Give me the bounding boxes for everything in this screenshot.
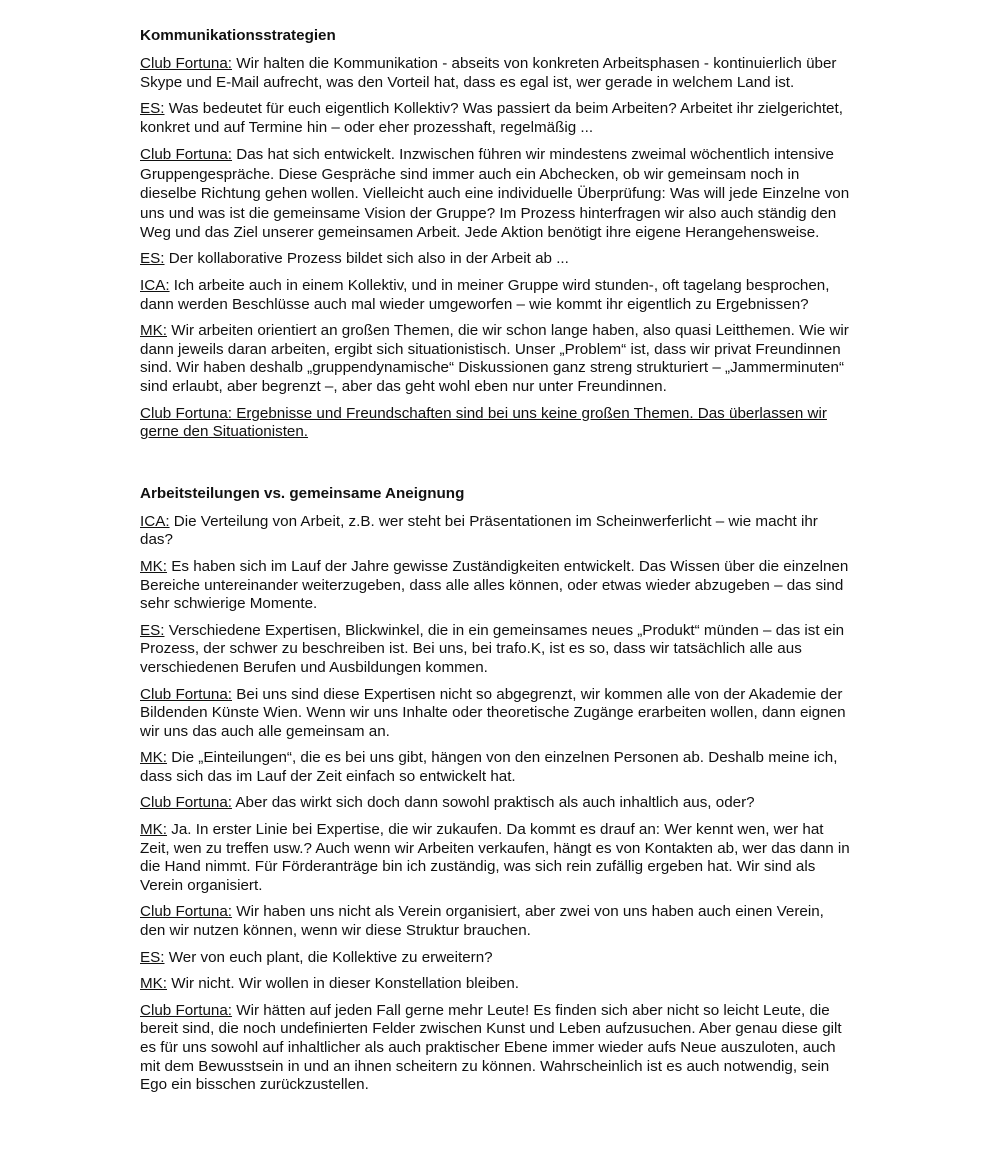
paragraph-text: Wir hätten auf jeden Fall gerne mehr Leute! Es finden sich aber nicht so leicht Leute, die bereit sind, die noch undefinierten Felder zwischen Kunst und Leben aufzusuchen. Aber genau diese gilt es für uns sowohl auf inhaltlicher als auch praktischer Ebene immer wieder aufs Neue auszuloten, auch mit dem Bewusstsein in und an ihnen scheitern zu können. Wahrscheinlich ist es auch notwendig, sein Ego ein bisschen zurückzustellen.: [140, 1001, 842, 1094]
paragraph: [140, 949, 852, 968]
paragraph-underlined: [140, 405, 852, 442]
paragraph: [140, 903, 852, 940]
paragraph-text: Der kollaborative Prozess bildet sich also in der Arbeit ab ...: [168, 250, 569, 268]
speaker-label: ES:: [140, 948, 165, 966]
document-page: [140, 26, 852, 1103]
paragraph: [140, 55, 852, 92]
paragraph: [140, 513, 852, 550]
speaker-label: Club Fortuna:: [140, 794, 233, 812]
speaker-label: MK:: [140, 975, 168, 993]
paragraph-text: Bei uns sind diese Expertisen nicht so abgegrenzt, wir kommen alle von der Akademie der Bildenden Künste Wien. Wenn wir uns Inhalte oder theoretische Zugänge erarbeiten wollen, dann eignen wir uns das auch alle gemeinsam an.: [140, 685, 846, 740]
speaker-label: Club Fortuna:: [140, 55, 233, 72]
speaker-label: Club Fortuna:: [140, 1001, 233, 1019]
paragraph-text: Wir haben uns nicht als Verein organisiert, aber zwei von uns haben auch einen Verein, den wir nutzen können, wenn wir diese Struktur brauchen.: [140, 903, 824, 940]
paragraph: [140, 250, 852, 269]
paragraph-text: Wir arbeiten orientiert an großen Themen, die wir schon lange haben, also quasi Leitthemen. Wie wir dann jeweils daran arbeiten, ergibt sich situationistisch. Unser „Problem“ ist, dass wir privat Freundinnen sind. Wir haben deshalb „gruppendynamische“ Diskussionen ganz streng strukturiert – „Jammerminuten“ sind erlaubt, aber begrenzt –, aber das geht wohl eben nur unter Freundinnen.: [140, 322, 849, 395]
section-spacer: [140, 450, 852, 484]
paragraph: [140, 686, 852, 742]
paragraph-text: Club Fortuna: Ergebnisse und Freundschaften sind bei uns keine großen Themen. Das überlassen wir gerne den Situationisten.: [140, 404, 827, 441]
paragraph: [140, 100, 852, 137]
paragraph: [140, 322, 852, 396]
paragraph: [140, 975, 852, 994]
section-heading-arbeitsteilungen: Arbeitsteilungen vs. gemeinsame Aneignung: [140, 484, 465, 502]
speaker-label: MK:: [140, 557, 168, 575]
speaker-label: MK:: [140, 749, 168, 767]
paragraph-text: Ja. In erster Linie bei Expertise, die wir zukaufen. Da kommt es drauf an: Wer kennt wen, wer hat Zeit, wen zu treffen usw.? Auch wenn wir Arbeiten verkaufen, hängt es von Kontakten ab, wer das dann in die Hand nimmt. Für Förderanträge bin ich zuständig, was sich rein zufällig ergeben hat. Wir sind als Verein organisiert.: [140, 821, 850, 894]
paragraph: [140, 145, 852, 242]
paragraph-text: Was bedeutet für euch eigentlich Kollektiv? Was passiert da beim Arbeiten? Arbeitet ihr zielgerichtet, konkret und auf Termine hin – oder eher prozesshaft, regelmäßig ...: [140, 100, 843, 136]
paragraph: [140, 277, 852, 314]
paragraph: [140, 821, 852, 895]
paragraph: [140, 622, 852, 678]
paragraph: [140, 1002, 852, 1095]
speaker-label: ICA:: [140, 512, 170, 530]
section-heading-kommunikation: Kommunikationsstrategien: [140, 27, 336, 44]
paragraph-text: Verschiedene Expertisen, Blickwinkel, die in ein gemeinsames neues „Produkt“ münden – das ist ein Prozess, der schwer zu beschreiben ist. Bei uns, bei trafo.K, ist es so, dass wir tatsächlich alle aus verschiedenen Berufen und Ausbildungen kommen.: [140, 621, 845, 676]
paragraph-text: Wir halten die Kommunikation - abseits von konkreten Arbeitsphasen - kontinuierlich über Skype und E-Mail aufrecht, was den Vorteil hat, dass es egal ist, wer gerade in welchem Land ist.: [140, 55, 837, 91]
speaker-label: ICA:: [140, 277, 170, 294]
speaker-label: Club Fortuna:: [140, 146, 233, 164]
speaker-label: MK:: [140, 322, 168, 340]
speaker-label: ES:: [140, 250, 165, 268]
paragraph-text: Aber das wirkt sich doch dann sowohl praktisch als auch inhaltlich aus, oder?: [235, 794, 755, 812]
speaker-label: ES:: [140, 621, 165, 639]
paragraph: [140, 558, 852, 614]
speaker-label: Club Fortuna:: [140, 685, 233, 703]
paragraph-text: Das hat sich entwickelt. Inzwischen führen wir mindestens zweimal wöchentlich intensive Gruppengespräche. Diese Gespräche sind immer auch ein Abchecken, ob wir gemeinsam noch in dieselbe Richtung gehen wollen. Vielleicht auch eine individuelle Überprüfung: Was will jede Einzelne von uns und was ist die gemeinsame Vision der Gruppe? Im Prozess hinterfragen wir also auch ständig den Weg und das Ziel unserer gemeinsamen Arbeit. Jede Aktion benötigt ihre eigene Herangehensweise.: [140, 146, 850, 241]
paragraph-text: Wir nicht. Wir wollen in dieser Konstellation bleiben.: [171, 975, 520, 993]
paragraph-text: Die „Einteilungen“, die es bei uns gibt, hängen von den einzelnen Personen ab. Deshalb meine ich, dass sich das im Lauf der Zeit einfach so entwickelt hat.: [140, 749, 838, 785]
paragraph-text: Die Verteilung von Arbeit, z.B. wer steht bei Präsentationen im Scheinwerferlicht – wie macht ihr das?: [140, 512, 818, 549]
speaker-label: MK:: [140, 821, 168, 839]
paragraph: [140, 794, 852, 813]
paragraph-text: Wer von euch plant, die Kollektive zu erweitern?: [168, 948, 493, 966]
paragraph-text: Ich arbeite auch in einem Kollektiv, und in meiner Gruppe wird stunden-, oft tagelang besprochen, dann werden Beschlüsse auch mal wieder umgeworfen – wie kommt ihr eigentlich zu Ergebnissen?: [140, 277, 830, 313]
paragraph-text: Es haben sich im Lauf der Jahre gewisse Zuständigkeiten entwickelt. Das Wissen über die einzelnen Bereiche untereinander weiterzugeben, dass alle alles können, oder etwas wieder abzugeben – das sind sehr schwierige Momente.: [140, 557, 849, 613]
speaker-label: ES:: [140, 100, 165, 118]
speaker-label: Club Fortuna:: [140, 903, 233, 921]
paragraph: [140, 749, 852, 786]
